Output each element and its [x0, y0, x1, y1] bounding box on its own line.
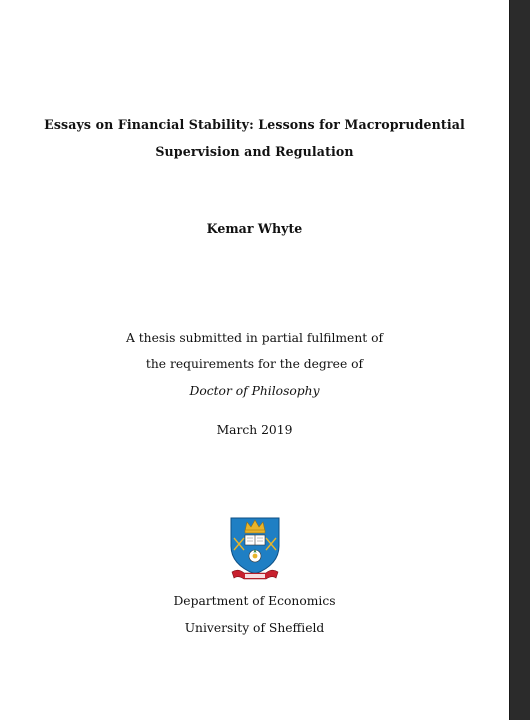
thesis-title-line-1: Essays on Financial Stability: Lessons for Macroprudential: [44, 117, 465, 132]
viewer-scrollbar[interactable]: [509, 0, 530, 720]
thesis-statement-line-1: A thesis submitted in partial fulfilment of: [125, 331, 384, 345]
department-name: Department of Economics: [173, 594, 336, 608]
thesis-title-line-2: Supervision and Regulation: [155, 144, 354, 159]
thesis-statement-line-2: the requirements for the degree of: [145, 357, 364, 371]
submission-date: March 2019: [216, 423, 293, 437]
degree-name: Doctor of Philosophy: [189, 384, 320, 398]
author-name: Kemar Whyte: [206, 221, 303, 236]
university-crest-icon: [228, 516, 282, 582]
university-name: University of Sheffield: [184, 621, 325, 635]
